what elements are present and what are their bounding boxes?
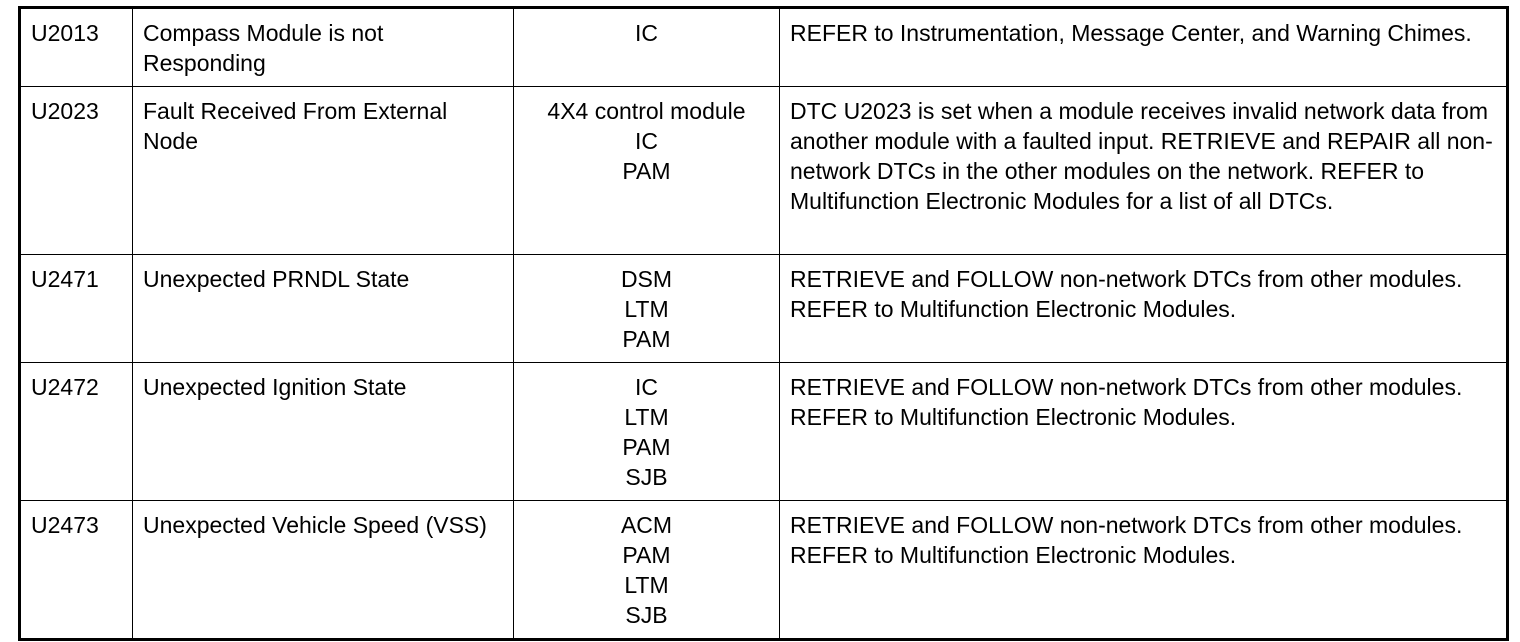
module-name: PAM bbox=[622, 158, 671, 184]
dtc-description-cell: Unexpected PRNDL State bbox=[133, 255, 514, 363]
module-name: LTM bbox=[624, 296, 669, 322]
module-name: SJB bbox=[625, 602, 668, 628]
dtc-table bbox=[18, 6, 1509, 641]
dtc-modules-cell bbox=[514, 255, 780, 363]
dtc-code-cell: U2472 bbox=[20, 363, 133, 501]
module-name: ACM bbox=[620, 512, 673, 538]
dtc-code-cell: U2013 bbox=[20, 8, 133, 87]
table-row bbox=[20, 363, 1508, 501]
dtc-code-cell: U2473 bbox=[20, 501, 133, 640]
dtc-description-cell: Unexpected Vehicle Speed (VSS) bbox=[133, 501, 514, 640]
dtc-description-cell: Unexpected Ignition State bbox=[133, 363, 514, 501]
table-row bbox=[20, 501, 1508, 640]
dtc-modules-cell bbox=[514, 363, 780, 501]
module-name: PAM bbox=[622, 326, 671, 352]
dtc-modules-cell bbox=[514, 8, 780, 87]
module-name: PAM bbox=[622, 434, 671, 460]
dtc-table-body bbox=[20, 8, 1508, 640]
dtc-description-cell: Compass Module is not Responding bbox=[133, 8, 514, 87]
dtc-modules-cell bbox=[514, 87, 780, 255]
table-row bbox=[20, 8, 1508, 87]
dtc-code-cell: U2023 bbox=[20, 87, 133, 255]
module-name: DSM bbox=[620, 266, 673, 292]
dtc-action-cell: RETRIEVE and FOLLOW non-network DTCs from other modules. REFER to Multifunction Electronic Modules. bbox=[780, 255, 1508, 363]
table-row bbox=[20, 87, 1508, 255]
module-name: IC bbox=[635, 128, 658, 154]
module-name: IC bbox=[635, 374, 658, 400]
dtc-description-cell: Fault Received From External Node bbox=[133, 87, 514, 255]
dtc-action-cell: DTC U2023 is set when a module receives invalid network data from another module with a faulted input. RETRIEVE and REPAIR all non-network DTCs in the other modules on the network. REFER to Multifunction Electronic Modules for a list of all DTCs. bbox=[780, 87, 1508, 255]
module-name: LTM bbox=[624, 404, 669, 430]
dtc-action-cell: REFER to Instrumentation, Message Center, and Warning Chimes. bbox=[780, 8, 1508, 87]
dtc-action-cell: RETRIEVE and FOLLOW non-network DTCs from other modules. REFER to Multifunction Electronic Modules. bbox=[780, 501, 1508, 640]
module-name: 4X4 control module bbox=[547, 98, 746, 124]
dtc-action-cell: RETRIEVE and FOLLOW non-network DTCs from other modules. REFER to Multifunction Electronic Modules. bbox=[780, 363, 1508, 501]
dtc-modules-cell bbox=[514, 501, 780, 640]
table-row bbox=[20, 255, 1508, 363]
dtc-code-cell: U2471 bbox=[20, 255, 133, 363]
module-name: SJB bbox=[625, 464, 668, 490]
module-name: IC bbox=[635, 20, 658, 46]
module-name: PAM bbox=[622, 542, 671, 568]
module-name: LTM bbox=[624, 572, 669, 598]
